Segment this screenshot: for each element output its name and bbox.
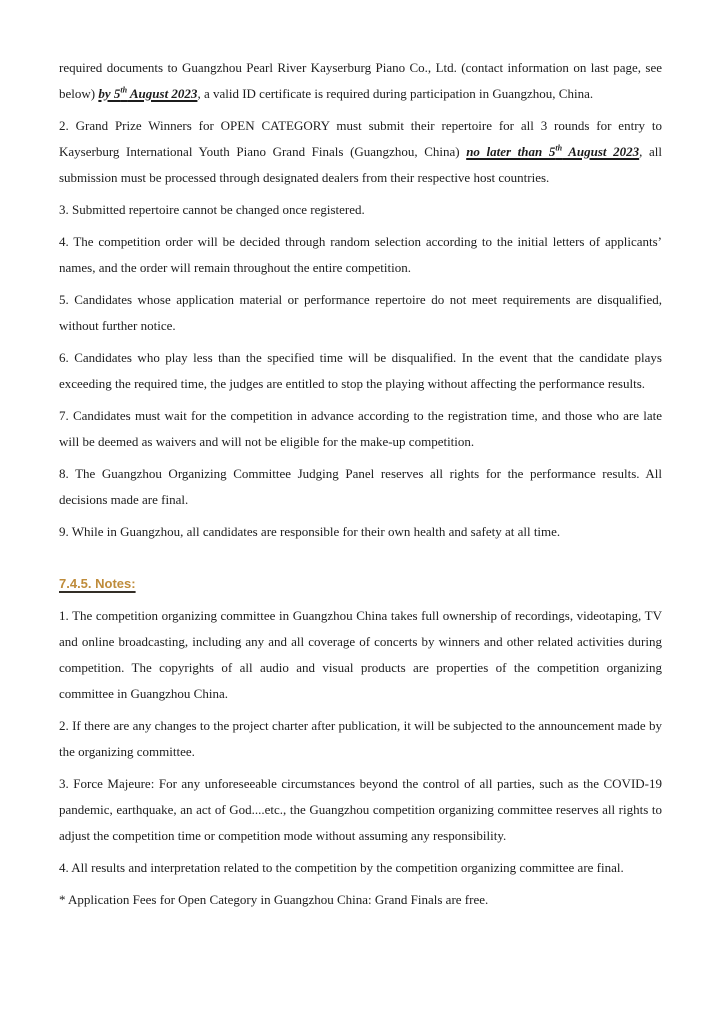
para-9-health-safety	[59, 519, 662, 545]
text-run-normal: 3. Force Majeure: For any unforeseeable circumstances beyond the control of all parties, such as the COVID-19 pandemic, earthquake, an act of God....etc., the Guangzhou competition organizing committee reserves all rights to adjust the competition time or competition mode without assuming any responsibility.	[59, 776, 662, 843]
text-run-emphasis	[466, 144, 639, 159]
para-2-grand-prize-winners	[59, 113, 662, 191]
text-run-normal: 9. While in Guangzhou, all candidates are responsible for their own health and safety at all time.	[59, 524, 561, 539]
text-part: no later than 5	[466, 144, 556, 159]
text-part: by 5	[98, 86, 121, 101]
document-content	[59, 55, 662, 913]
heading-7-4-5-notes	[59, 571, 662, 597]
text-run-normal: 3. Submitted repertoire cannot be changed once registered.	[59, 202, 365, 217]
text-run-normal: 4. All results and interpretation related to the competition by the competition organizing committee are final.	[59, 860, 624, 875]
text-run-normal: , a valid ID certificate is required during participation in Guangzhou, China.	[197, 86, 594, 101]
para-4-competition-order	[59, 229, 662, 281]
heading-text: 7.4.5. Notes:	[59, 576, 136, 591]
text-run-normal: 2. If there are any changes to the project charter after publication, it will be subjected to the announcement made by the organizing committee.	[59, 718, 662, 759]
text-run-normal: * Application Fees for Open Category in Guangzhou China: Grand Finals are free.	[59, 892, 489, 907]
para-intro-required-documents	[59, 55, 662, 107]
para-5-disqualification-requirements	[59, 287, 662, 339]
text-run-normal: 6. Candidates who play less than the specified time will be disqualified. In the event that the candidate plays exceeding the required time, the judges are entitled to stop the playing without affecting the performance results.	[59, 350, 662, 391]
text-run-normal: 4. The competition order will be decided through random selection according to the initial letters of applicants’ names, and the order will remain throughout the entire competition.	[59, 234, 662, 275]
note-1-recording-ownership	[59, 603, 662, 707]
text-run-normal: 8. The Guangzhou Organizing Committee Judging Panel reserves all rights for the performance results. All decisions made are final.	[59, 466, 662, 507]
text-run-normal: 2. Grand Prize Winners for OPEN CATEGORY must submit their repertoire for all 3 rounds for entry to Kayserburg International Youth Piano Grand Finals (Guangzhou, China)	[59, 118, 662, 159]
text-run-normal: 5. Candidates whose application material or performance repertoire do not meet requirements are disqualified, without further notice.	[59, 292, 662, 333]
note-4-results-final	[59, 855, 662, 881]
text-run-normal: , all submission must be processed through designated dealers from their respective host countries.	[59, 144, 662, 185]
text-part: August 2023	[127, 86, 198, 101]
note-2-project-charter-changes	[59, 713, 662, 765]
para-7-registration-waiting	[59, 403, 662, 455]
text-run-normal: 1. The competition organizing committee in Guangzhou China takes full ownership of recordings, videotaping, TV and online broadcasting, including any and all coverage of concerts by winners and other related activities during competition. The copyrights of all audio and visual products are properties of the competition organizing committee in Guangzhou China.	[59, 608, 662, 701]
para-6-playing-time	[59, 345, 662, 397]
superscript-text: th	[555, 143, 563, 153]
text-part: August 2023	[562, 144, 640, 159]
text-run-normal: required documents to Guangzhou Pearl River Kayserburg Piano Co., Ltd. (contact information on last page, see below)	[59, 60, 662, 101]
note-3-force-majeure	[59, 771, 662, 849]
superscript-text: th	[120, 85, 128, 95]
para-3-submitted-repertoire	[59, 197, 662, 223]
text-run-emphasis	[98, 86, 197, 101]
text-run-normal: 7. Candidates must wait for the competition in advance according to the registration time, and those who are late will be deemed as waivers and will not be eligible for the make-up competition.	[59, 408, 662, 449]
para-8-judging-panel-rights	[59, 461, 662, 513]
footnote-application-fees	[59, 887, 662, 913]
